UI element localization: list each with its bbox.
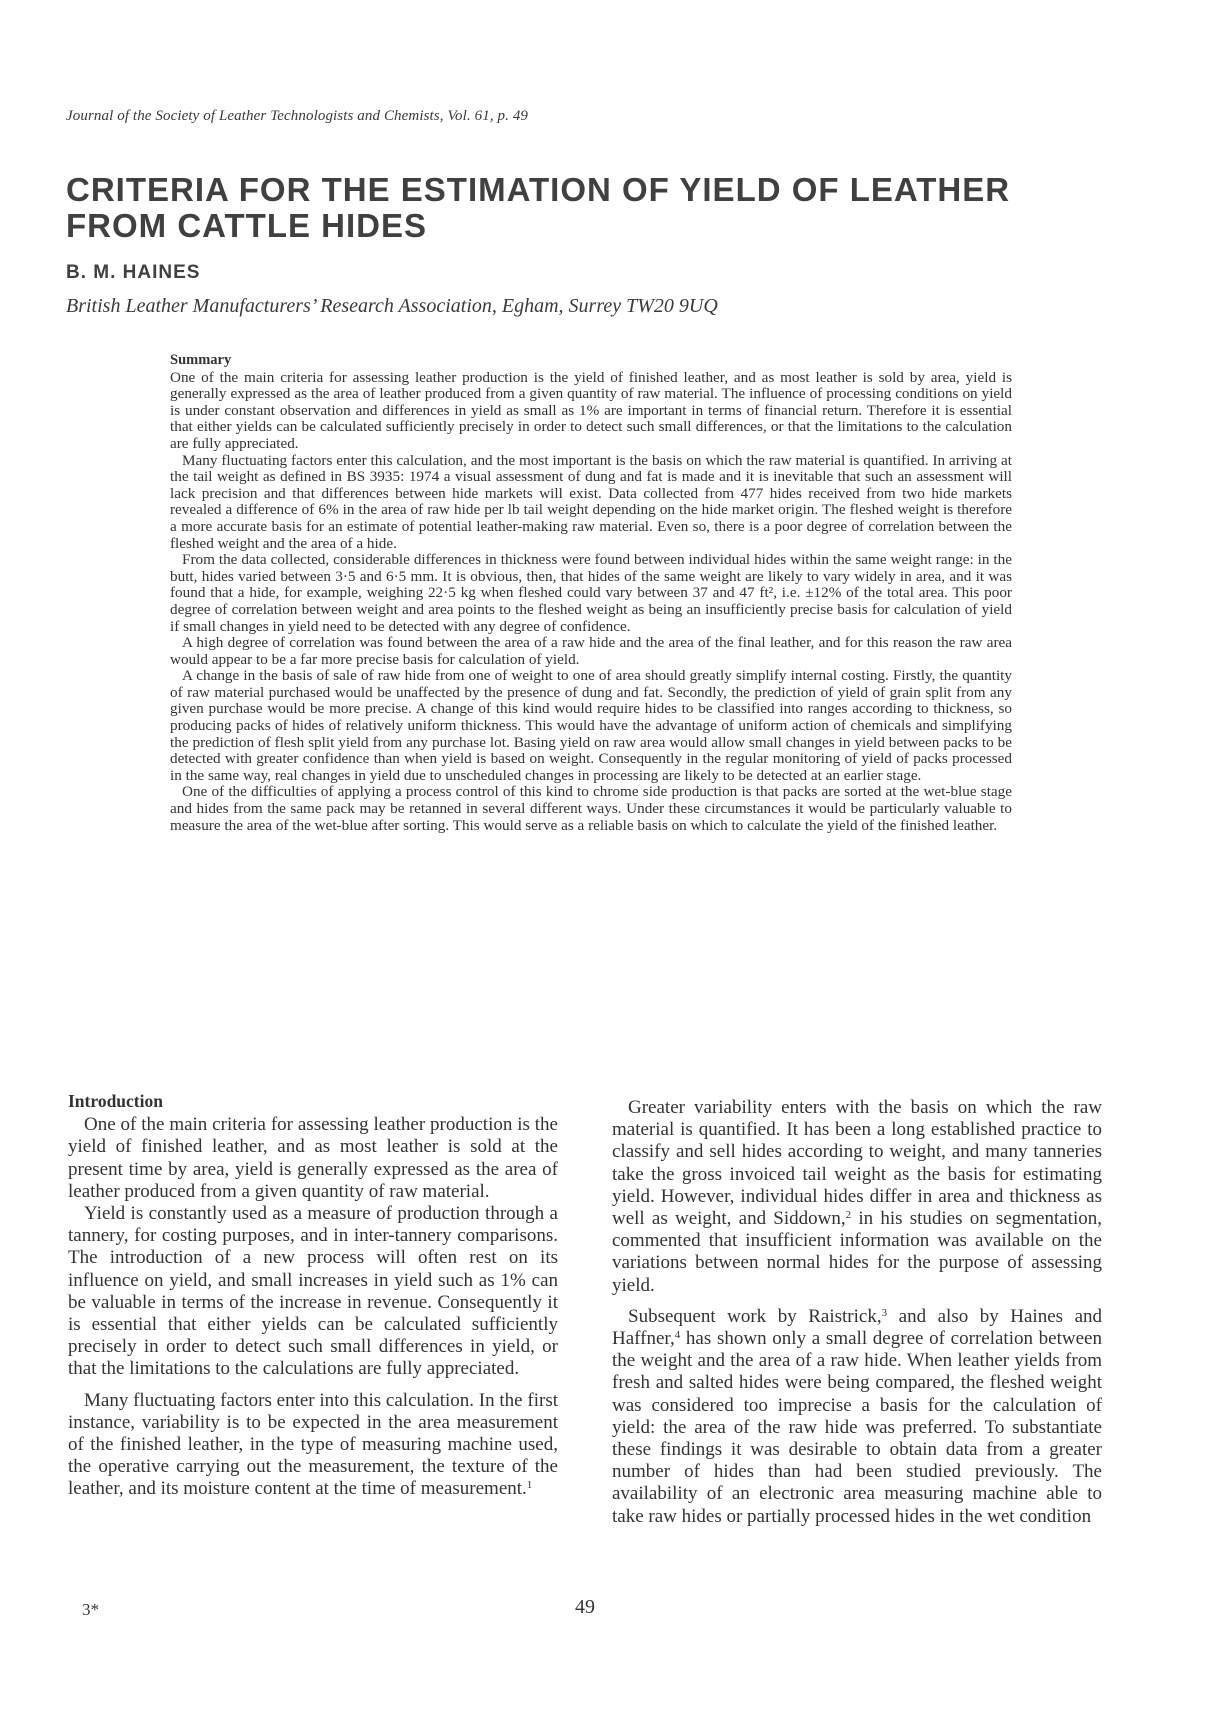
- body-paragraph: [612, 1097, 1102, 1297]
- body-paragraph: Yield is constantly used as a measure of production through a tannery, for costing purposes, and in inter-tannery comparisons. The introduction of a new process will often rest on its influence on yield, and small increases in yield such as 1% can be valuable in terms of the increase in revenue. Consequently it is essential that either yields can be calculated sufficiently precisely in order to detect such small differences in yield, or that the limitations to the calculations are fully appreciated.: [68, 1203, 558, 1380]
- affiliation: British Leather Manufacturers’ Research Association, Egham, Surrey TW20 9UQ: [66, 295, 718, 317]
- body-column-right: [612, 1097, 1102, 1528]
- page-number: 49: [575, 1596, 595, 1618]
- summary-heading: Summary: [170, 352, 232, 368]
- summary-paragraph: Many fluctuating factors enter this calculation, and the most important is the basis on which the raw material is quantified. In arriving at the tail weight as defined in BS 3935: 1974 a visual assessment of dung and fat is made and it is inevitable that such an assessment will lack precision and that differences between hide markets will exist. Data collected from 477 hides received from two hide markets revealed a difference of 6% in the area of raw hide per lb tail weight depending on the hide market origin. The fleshed weight is therefore a more accurate basis for an estimate of potential leather-making raw material. Even so, there is a poor degree of correlation between the fleshed weight and the area of a hide.: [170, 451, 1012, 552]
- summary-section: [170, 352, 1012, 834]
- summary-paragraph: From the data collected, considerable differences in thickness were found between individual hides within the same weight range: in the butt, hides varied between 3·5 and 6·5 mm. It is obvious, then, that hides of the same weight are likely to vary widely in area, and it was found that a hide, for example, weighing 22·5 kg when fleshed could vary between 37 and 47 ft², i.e. ±12% of the total area. This poor degree of correlation between weight and area points to the fleshed weight as being an insufficiently precise basis for calculation of yield if small changes in yield need to be detected with any degree of confidence.: [170, 551, 1012, 635]
- paragraph-text: in his studies on segmentation, commented that insufficient information was available on the variations between normal hides for the purpose of assessing yield.: [612, 1208, 1102, 1296]
- summary-paragraph: One of the main criteria for assessing leather production is the yield of finished leather, and as most leather is sold by area, yield is generally expressed as the area of leather produced from a given quantity of raw material. The influence of processing conditions on yield is under constant observation and differences in yield as small as 1% are important in terms of financial return. Therefore it is essential that either yields can be calculated sufficiently precisely in order to detect such small differences, or that the limitations to the calculation are fully appreciated.: [170, 368, 1012, 452]
- reference-marker[interactable]: 4: [674, 1329, 681, 1342]
- author: B. M. HAINES: [66, 262, 201, 283]
- paragraph-text: has shown only a small degree of correlation between the weight and the area of a raw hide. When leather yields from fresh and salted hides were being compared, the fleshed weight was considered too imprecise a basis for the calculation of yield: the area of the raw hide was preferred. To substantiate these findings it was desirable to obtain data from a greater number of hides than had been studied previously. The availability of an electronic area measuring machine able to take raw hides or partially processed hides in the wet condition: [612, 1328, 1102, 1527]
- signature-mark: 3*: [82, 1600, 99, 1619]
- article-title: CRITERIA FOR THE ESTIMATION OF YIELD OF LEATHER FROM CATTLE HIDES: [66, 171, 1011, 244]
- summary-paragraph: A change in the basis of sale of raw hide from one of weight to one of area should greatly simplify internal costing. Firstly, the quantity of raw material purchased would be unaffected by the presence of dung and fat. Secondly, the prediction of yield of grain split from any given purchase would be more precise. A change of this kind would require hides to be classified into ranges according to thickness, so producing packs of hides of relatively uniform thickness. This would have the advantage of uniform action of chemicals and simplifying the prediction of flesh split yield from any purchase lot. Basing yield on raw area would allow small changes in yield between packs to be detected with greater confidence than when yield is based on weight. Consequently in the regular monitoring of yield of packs processed in the same way, real changes in yield due to unscheduled changes in processing are likely to be detected at an earlier stage.: [170, 667, 1012, 784]
- running-head: Journal of the Society of Leather Technologists and Chemists, Vol. 61, p. 49: [66, 108, 529, 124]
- paragraph-text: Many fluctuating factors enter into this calculation. In the first instance, variability is to be expected in the area measurement of the finished leather, in the type of measuring machine used, the operative carrying out the measurement, the texture of the leather, and its moisture content at the time of measurement.: [68, 1389, 558, 1500]
- reference-marker[interactable]: 3: [881, 1306, 888, 1319]
- body-column-left: [68, 1090, 558, 1501]
- body-paragraph: [612, 1306, 1102, 1528]
- summary-paragraph: A high degree of correlation was found between the area of a raw hide and the area of the final leather, and for this reason the raw area would appear to be a far more precise basis for calculation of yield.: [170, 634, 1012, 668]
- body-paragraph: One of the main criteria for assessing leather production is the yield of finished leather, and as most leather is sold at the present time by area, yield is generally expressed as the area of leather produced from a given quantity of raw material.: [68, 1114, 558, 1202]
- reference-marker[interactable]: 2: [845, 1209, 852, 1222]
- paragraph-text: and also by Haines and Haffner,: [612, 1305, 1102, 1350]
- paragraph-text: Subsequent work by Raistrick,: [628, 1305, 882, 1327]
- body-paragraph: [68, 1390, 558, 1501]
- summary-paragraph: One of the difficulties of applying a process control of this kind to chrome side production is that packs are sorted at the wet-blue stage and hides from the same pack may be retanned in several different ways. Under these circumstances it would be particularly valuable to measure the area of the wet-blue after sorting. This would serve as a reliable basis on which to calculate the yield of the finished leather.: [170, 783, 1012, 834]
- reference-marker[interactable]: 1: [526, 1479, 533, 1492]
- introduction-heading: Introduction: [68, 1091, 163, 1111]
- paragraph-text: Greater variability enters with the basis on which the raw material is quantified. It has been a long established practice to classify and sell hides according to weight, and many tanneries take the gross invoiced tail weight as the basis for estimating yield. However, individual hides differ in area and thickness as well as weight, and Siddown,: [612, 1097, 1102, 1230]
